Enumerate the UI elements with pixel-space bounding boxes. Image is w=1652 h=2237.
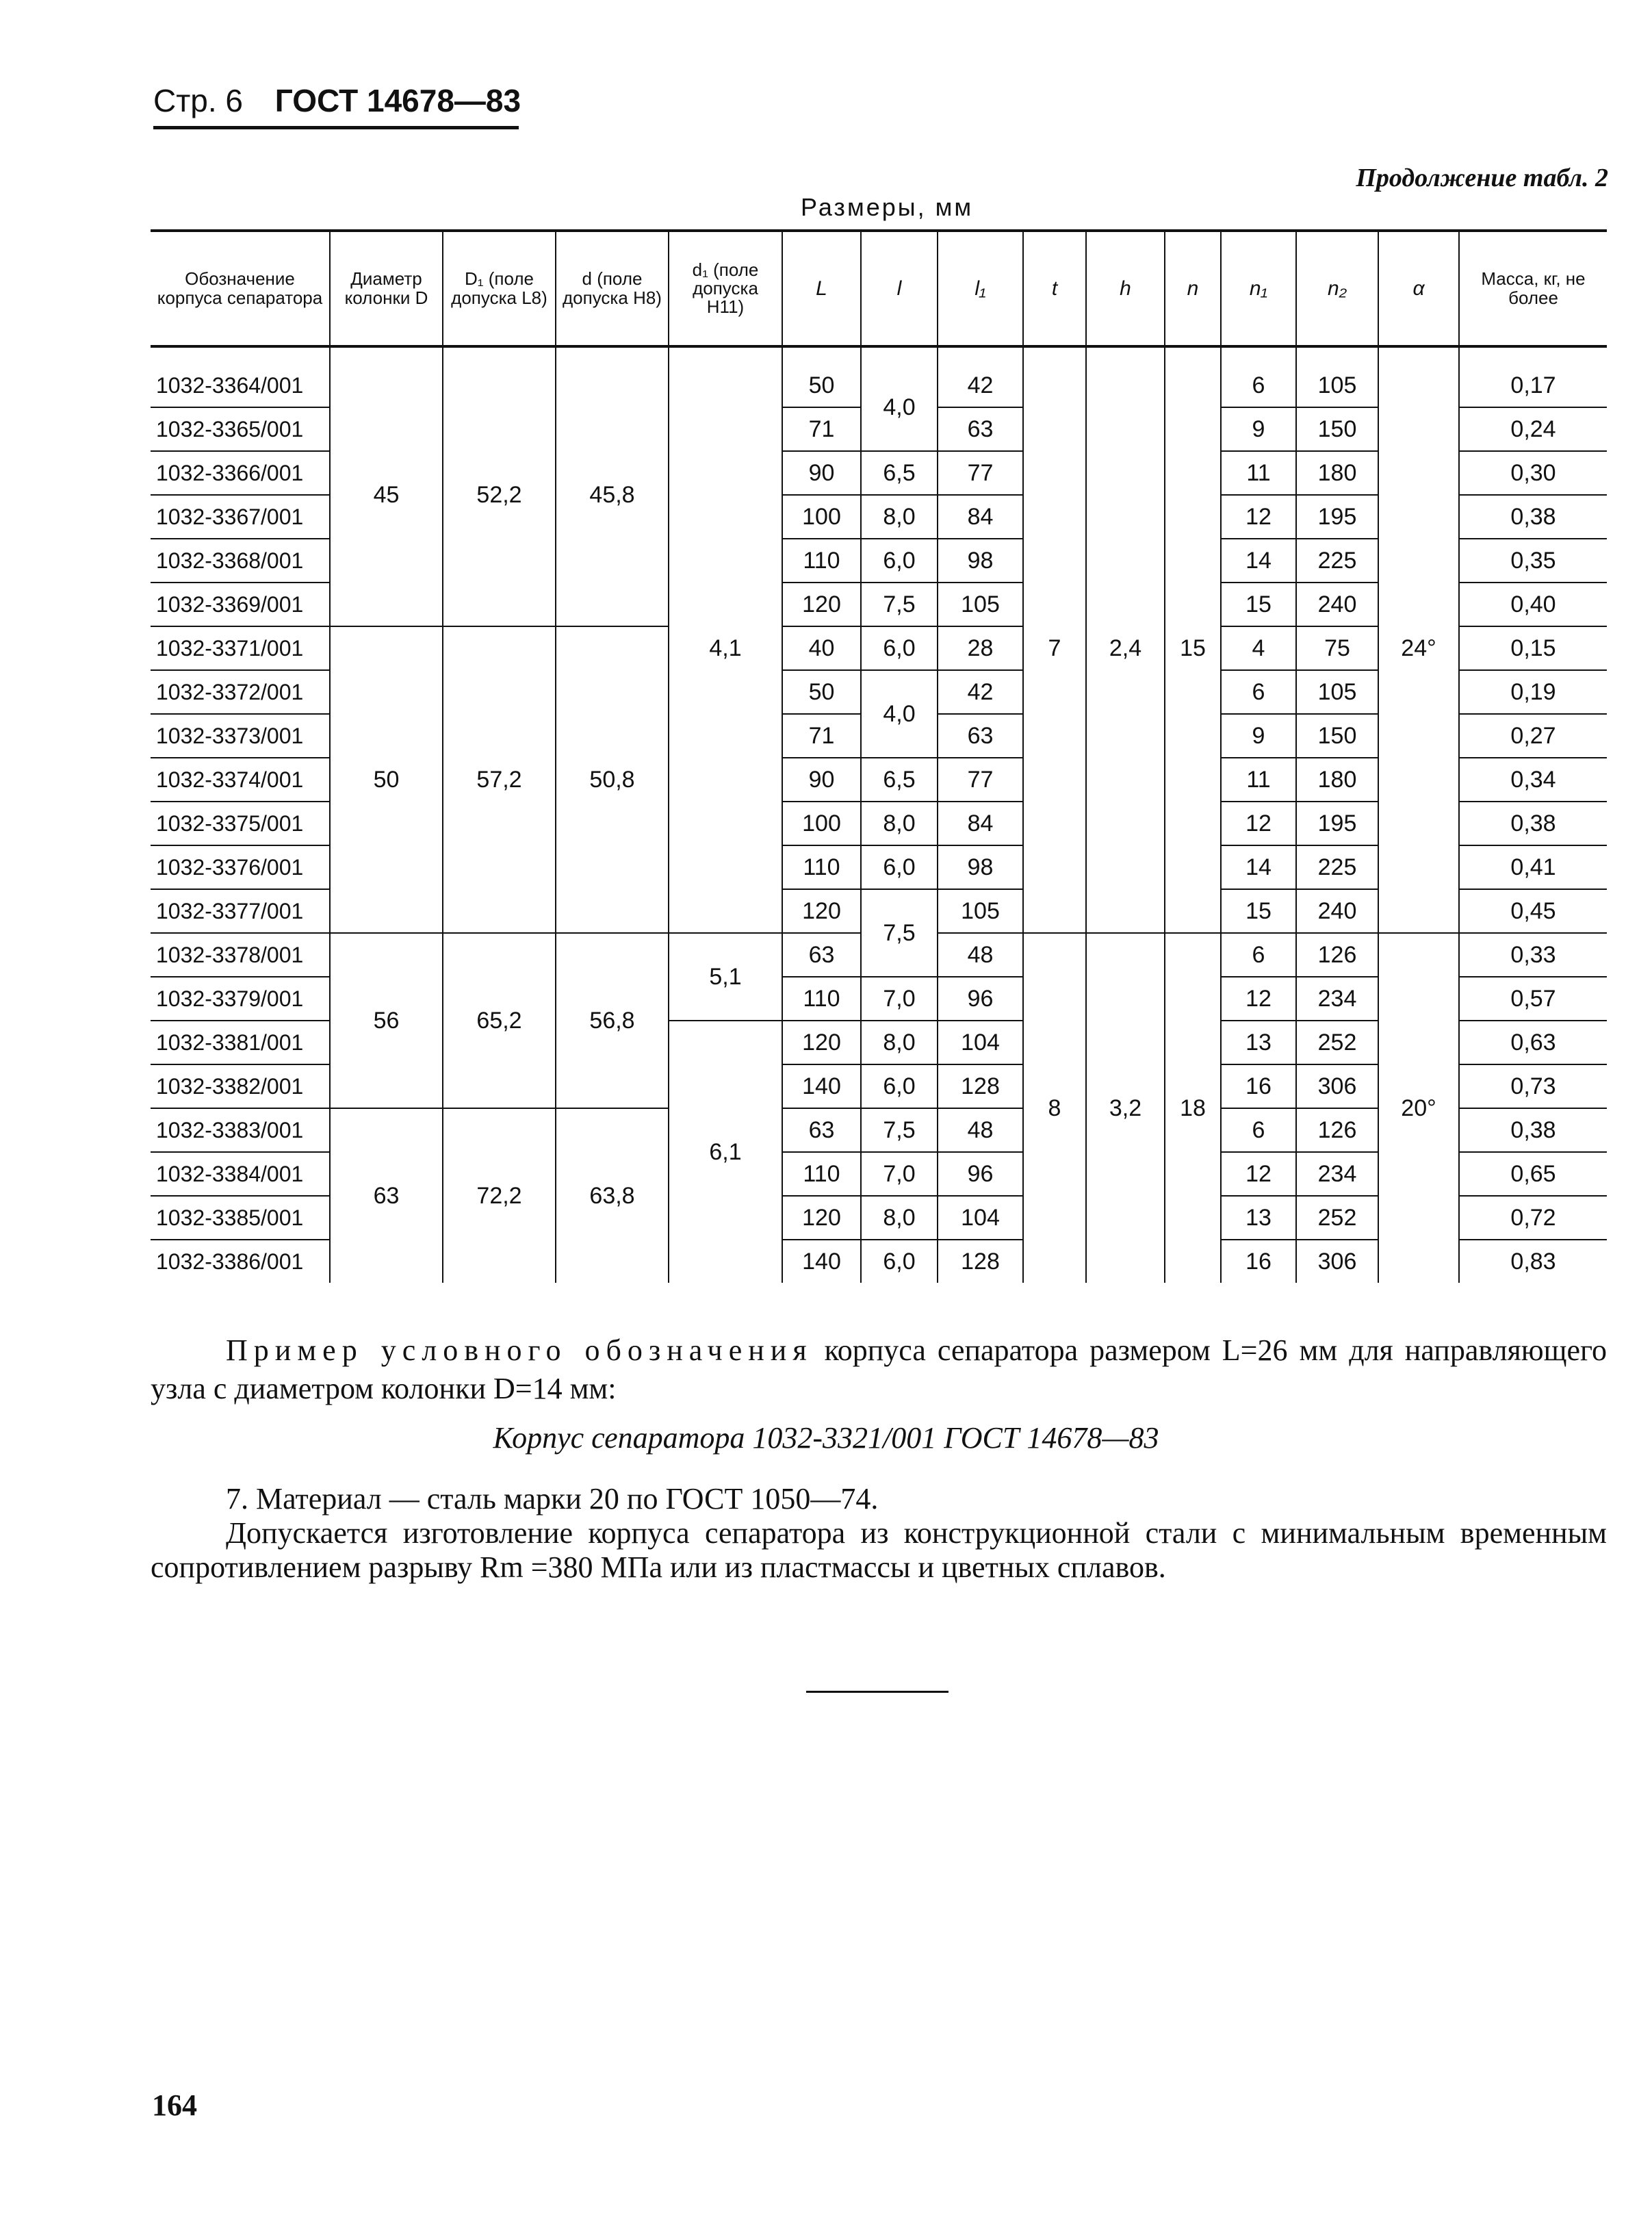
cell-l: 7,5 [861,1108,938,1152]
dimensions-caption: Размеры, мм [801,193,974,221]
cell-d: 50,8 [556,626,669,933]
cell-L: 140 [782,1240,861,1283]
cell-l1: 105 [938,583,1023,626]
col-header: L [782,231,861,346]
cell-code: 1032-3372/001 [151,670,330,714]
cell-L: 63 [782,1108,861,1152]
col-header: n₁ [1221,231,1296,346]
cell-code: 1032-3376/001 [151,845,330,889]
cell-l1: 77 [938,451,1023,495]
cell-mass: 0,40 [1459,583,1607,626]
cell-l: 4,0 [861,364,938,451]
cell-l1: 105 [938,889,1023,933]
page-number: 164 [152,2088,197,2122]
cell-n2: 126 [1296,933,1378,977]
cell-L: 120 [782,583,861,626]
cell-code: 1032-3383/001 [151,1108,330,1152]
col-header: t [1023,231,1086,346]
cell-L: 71 [782,407,861,451]
cell-n2: 225 [1296,845,1378,889]
cell-l: 8,0 [861,1021,938,1064]
col-header: Масса, кг, не более [1459,231,1607,346]
cell-code: 1032-3377/001 [151,889,330,933]
cell-mass: 0,45 [1459,889,1607,933]
cell-l1: 42 [938,364,1023,407]
cell-n1: 14 [1221,845,1296,889]
cell-D: 45 [330,364,443,626]
example-text: корпуса сепаратора размером L=26 мм для направляющего узла с диаметром колонки D=14 мм: [151,1333,1607,1405]
cell-n: 18 [1165,933,1221,1283]
cell-code: 1032-3365/001 [151,407,330,451]
cell-n2: 150 [1296,407,1378,451]
cell-n2: 306 [1296,1240,1378,1283]
cell-n1: 12 [1221,802,1296,845]
cell-l: 6,5 [861,451,938,495]
cell-mass: 0,38 [1459,802,1607,845]
cell-n2: 105 [1296,364,1378,407]
cell-n2: 240 [1296,583,1378,626]
cell-D: 50 [330,626,443,933]
cell-l1: 28 [938,626,1023,670]
cell-l: 8,0 [861,495,938,539]
example-paragraph [151,1331,1607,1408]
cell-L: 71 [782,714,861,758]
cell-L: 40 [782,626,861,670]
cell-L: 110 [782,539,861,583]
cell-l1: 128 [938,1240,1023,1283]
cell-n2: 252 [1296,1021,1378,1064]
cell-n2: 195 [1296,802,1378,845]
standard-number: ГОСТ 14678—83 [274,83,521,118]
cell-l1: 104 [938,1196,1023,1240]
cell-l: 6,0 [861,539,938,583]
cell-n2: 195 [1296,495,1378,539]
cell-L: 140 [782,1064,861,1108]
cell-n1: 4 [1221,626,1296,670]
cell-l: 7,0 [861,977,938,1021]
cell-code: 1032-3367/001 [151,495,330,539]
cell-L: 120 [782,1021,861,1064]
material-paragraph-1: 7. Материал — сталь марки 20 по ГОСТ 1050—74. [226,1482,879,1516]
cell-l1: 128 [938,1064,1023,1108]
cell-d: 63,8 [556,1108,669,1283]
cell-L: 50 [782,670,861,714]
cell-t: 7 [1023,364,1086,933]
cell-n2: 306 [1296,1064,1378,1108]
cell-n2: 75 [1296,626,1378,670]
cell-n1: 14 [1221,539,1296,583]
cell-n1: 6 [1221,670,1296,714]
cell-L: 90 [782,451,861,495]
cell-h: 2,4 [1086,364,1165,933]
cell-L: 50 [782,364,861,407]
cell-n2: 252 [1296,1196,1378,1240]
cell-l1: 104 [938,1021,1023,1064]
cell-n1: 16 [1221,1240,1296,1283]
cell-mass: 0,38 [1459,495,1607,539]
cell-mass: 0,72 [1459,1196,1607,1240]
table-continuation-label: Продолжение табл. 2 [1356,164,1608,192]
cell-L: 100 [782,802,861,845]
cell-L: 110 [782,977,861,1021]
cell-code: 1032-3386/001 [156,1249,304,1274]
cell-l1: 84 [938,802,1023,845]
cell-n2: 105 [1296,670,1378,714]
cell-n2: 225 [1296,539,1378,583]
table-header-row [151,231,1607,346]
cell-code: 1032-3379/001 [151,977,330,1021]
cell-L: 63 [782,933,861,977]
cell-l: 8,0 [861,802,938,845]
cell-n2: 240 [1296,889,1378,933]
cell-code: 1032-3371/001 [151,626,330,670]
cell-code: 1032-3364/001 [151,364,330,407]
cell-alpha: 20° [1378,933,1459,1283]
cell-mass: 0,19 [1459,670,1607,714]
cell-l: 4,0 [861,670,938,758]
cell-code: 1032-3381/001 [151,1021,330,1064]
cell-D1: 65,2 [443,933,556,1108]
cell-n2: 150 [1296,714,1378,758]
col-header: l [861,231,938,346]
cell-n1: 15 [1221,583,1296,626]
cell-n1: 6 [1221,364,1296,407]
cell-n2: 180 [1296,451,1378,495]
cell-mass: 0,24 [1459,407,1607,451]
cell-code: 1032-3378/001 [151,933,330,977]
cell-L: 120 [782,889,861,933]
cell-l1: 96 [938,977,1023,1021]
cell-mass: 0,30 [1459,451,1607,495]
cell-n1: 12 [1221,977,1296,1021]
cell-n1: 9 [1221,407,1296,451]
cell-h: 3,2 [1086,933,1165,1283]
col-header: d (поле допуска H8) [556,231,669,346]
spacer-row [151,346,1607,364]
cell-n1: 11 [1221,758,1296,802]
material-paragraph-2: Допускается изготовление корпуса сепаратора из конструкционной стали с минимальным временным сопротивлением разрыву Rm =380 МПа или из пластмассы и цветных сплавов. [151,1516,1607,1584]
cell-mass: 0,27 [1459,714,1607,758]
cell-n1: 6 [1221,1108,1296,1152]
cell-D1: 72,2 [443,1108,556,1283]
col-header: l₁ [938,231,1023,346]
col-header: n [1165,231,1221,346]
cell-d1: 4,1 [669,364,782,933]
cell-n2: 126 [1296,1108,1378,1152]
cell-t: 8 [1023,933,1086,1283]
cell-code: 1032-3382/001 [151,1064,330,1108]
cell-n1: 11 [1221,451,1296,495]
cell-n1: 16 [1221,1064,1296,1108]
cell-alpha: 24° [1378,364,1459,933]
cell-l: 6,0 [861,1240,938,1283]
cell-mass: 0,17 [1459,364,1607,407]
cell-code: 1032-3369/001 [151,583,330,626]
cell-n2: 234 [1296,977,1378,1021]
cell-mass: 0,83 [1459,1240,1607,1283]
cell-l1: 42 [938,670,1023,714]
cell-L: 110 [782,1152,861,1196]
cell-n1: 13 [1221,1021,1296,1064]
col-header: α [1378,231,1459,346]
cell-l: 7,0 [861,1152,938,1196]
col-header: D₁ (поле допуска L8) [443,231,556,346]
cell-D1: 57,2 [443,626,556,933]
cell-d: 56,8 [556,933,669,1108]
table-row [151,364,1607,407]
cell-l: 7,5 [861,583,938,626]
cell-l1: 84 [938,495,1023,539]
cell-n2: 234 [1296,1152,1378,1196]
cell-l: 6,5 [861,758,938,802]
cell-mass: 0,41 [1459,845,1607,889]
cell-l1: 63 [938,407,1023,451]
cell-l: 8,0 [861,1196,938,1240]
cell-mass: 0,65 [1459,1152,1607,1196]
cell-n1: 12 [1221,1152,1296,1196]
material-section [151,1482,1607,1585]
cell-D: 56 [330,933,443,1108]
cell-L: 110 [782,845,861,889]
cell-mass: 0,15 [1459,626,1607,670]
cell-l1: 48 [938,1108,1023,1152]
cell-L: 120 [782,1196,861,1240]
example-designation: Корпус сепаратора 1032-3321/001 ГОСТ 14678—83 [493,1421,1159,1455]
cell-l1: 77 [938,758,1023,802]
cell-L: 90 [782,758,861,802]
cell-n1: 12 [1221,495,1296,539]
cell-l1: 63 [938,714,1023,758]
col-header: h [1086,231,1165,346]
cell-d1: 5,1 [669,933,782,1021]
cell-n1: 15 [1221,889,1296,933]
separator-table [151,229,1607,1283]
cell-l: 6,0 [861,626,938,670]
cell-d: 45,8 [556,364,669,626]
cell-code: 1032-3368/001 [151,539,330,583]
cell-code: 1032-3384/001 [151,1152,330,1196]
cell-mass: 0,35 [1459,539,1607,583]
cell-n: 15 [1165,364,1221,933]
cell-mass: 0,33 [1459,933,1607,977]
cell-l1: 98 [938,845,1023,889]
cell-mass: 0,57 [1459,977,1607,1021]
cell-n2: 180 [1296,758,1378,802]
page-label: Стр. 6 [153,83,244,118]
cell-code: 1032-3366/001 [151,451,330,495]
cell-code: 1032-3385/001 [151,1196,330,1240]
page-header [153,82,519,129]
cell-l1: 48 [938,933,1023,977]
cell-mass: 0,73 [1459,1064,1607,1108]
cell-n1: 9 [1221,714,1296,758]
example-lead: Пример условного обозначения [226,1333,813,1367]
cell-d1: 6,1 [669,1021,782,1283]
col-header: n₂ [1296,231,1378,346]
end-rule [806,1691,948,1693]
cell-mass: 0,34 [1459,758,1607,802]
cell-l: 7,5 [861,889,938,977]
cell-mass: 0,63 [1459,1021,1607,1064]
cell-l: 6,0 [861,845,938,889]
cell-l: 6,0 [861,1064,938,1108]
col-header: Обозначение корпуса сепаратора [151,231,330,346]
cell-code: 1032-3375/001 [151,802,330,845]
col-header: Диаметр колонки D [330,231,443,346]
cell-L: 100 [782,495,861,539]
cell-code: 1032-3373/001 [151,714,330,758]
cell-code: 1032-3374/001 [151,758,330,802]
cell-n1: 6 [1221,933,1296,977]
cell-l1: 98 [938,539,1023,583]
cell-l1: 96 [938,1152,1023,1196]
cell-n1: 13 [1221,1196,1296,1240]
cell-mass: 0,38 [1459,1108,1607,1152]
cell-D: 63 [330,1108,443,1283]
cell-D1: 52,2 [443,364,556,626]
col-header: d₁ (поле допуска H11) [669,231,782,346]
